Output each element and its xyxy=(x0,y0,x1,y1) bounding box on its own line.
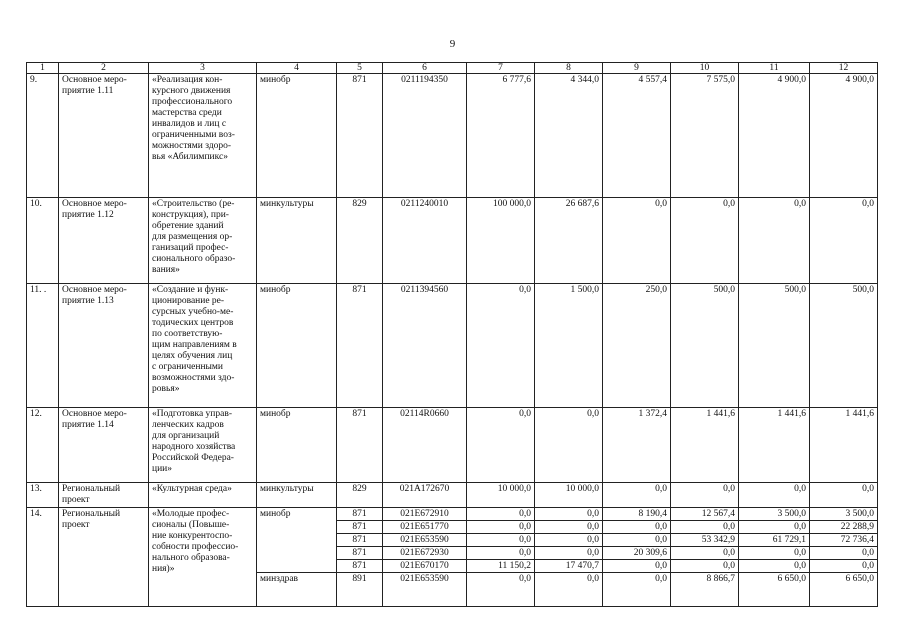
amount-cell: 6 650,0 xyxy=(810,573,878,607)
budget-code: 021A172670 xyxy=(383,483,467,508)
amount-cell: 7 575,0 xyxy=(671,74,739,198)
ministry-code: 829 xyxy=(337,198,383,284)
amount-cell: 1 441,6 xyxy=(739,408,810,483)
amount-cell: 0,0 xyxy=(739,198,810,284)
amount-cell: 100 000,0 xyxy=(467,198,535,284)
amount-cell: 0,0 xyxy=(739,483,810,508)
amount-cell: 0,0 xyxy=(467,508,535,521)
budget-code: 02114R0660 xyxy=(383,408,467,483)
executor: минобр xyxy=(257,408,337,483)
executor: минобр xyxy=(257,284,337,408)
amount-cell: 1 441,6 xyxy=(810,408,878,483)
amount-cell: 0,0 xyxy=(603,198,671,284)
column-number: 11 xyxy=(739,63,810,74)
table-row xyxy=(27,198,878,284)
page-number: 9 xyxy=(449,38,456,50)
amount-cell: 0,0 xyxy=(603,521,671,534)
amount-cell: 6 777,6 xyxy=(467,74,535,198)
row-number: 13. xyxy=(27,483,59,508)
row-number: 11. . xyxy=(27,284,59,408)
activity-name: «Молодые профес- сионалы (Повыше- ние конкурентоспо- собности профессио- нального образова- ния)» xyxy=(149,508,257,607)
executor: минобр xyxy=(257,508,337,573)
activity-type: Основное меро- приятие 1.14 xyxy=(59,408,149,483)
amount-cell: 0,0 xyxy=(535,547,603,560)
amount-cell: 6 650,0 xyxy=(739,573,810,607)
amount-cell: 0,0 xyxy=(603,483,671,508)
amount-cell: 8 866,7 xyxy=(671,573,739,607)
amount-cell: 0,0 xyxy=(671,521,739,534)
amount-cell: 0,0 xyxy=(671,560,739,573)
amount-cell: 0,0 xyxy=(467,408,535,483)
amount-cell: 0,0 xyxy=(467,521,535,534)
amount-cell: 0,0 xyxy=(467,534,535,547)
activity-name: «Строительство (ре- конструкция), при- обретение зданий для размещения ор- ганизаций профес- сионального образо- вания» xyxy=(149,198,257,284)
activity-type: Основное меро- приятие 1.13 xyxy=(59,284,149,408)
column-number: 1 xyxy=(27,63,59,74)
amount-cell: 11 150,2 xyxy=(467,560,535,573)
column-number: 12 xyxy=(810,63,878,74)
activity-type: Региональный проект xyxy=(59,483,149,508)
ministry-code: 829 xyxy=(337,483,383,508)
activity-type: Основное меро- приятие 1.11 xyxy=(59,74,149,198)
amount-cell: 0,0 xyxy=(535,408,603,483)
amount-cell: 72 736,4 xyxy=(810,534,878,547)
amount-cell: 0,0 xyxy=(810,560,878,573)
table-row xyxy=(27,508,878,521)
ministry-code: 871 xyxy=(337,521,383,534)
ministry-code: 871 xyxy=(337,508,383,521)
row-number: 14. xyxy=(27,508,59,607)
column-number: 7 xyxy=(467,63,535,74)
amount-cell: 0,0 xyxy=(535,534,603,547)
amount-cell: 500,0 xyxy=(671,284,739,408)
table-row xyxy=(27,483,878,508)
amount-cell: 500,0 xyxy=(739,284,810,408)
amount-cell: 0,0 xyxy=(739,547,810,560)
amount-cell: 0,0 xyxy=(671,483,739,508)
column-number: 9 xyxy=(603,63,671,74)
row-number: 12. xyxy=(27,408,59,483)
ministry-code: 871 xyxy=(337,560,383,573)
executor: минкультуры xyxy=(257,483,337,508)
column-number-row xyxy=(27,63,878,74)
activity-name: «Реализация кон- курсного движения профессионального мастерства среди инвалидов и лиц с ограниченными воз- можностями здоро- вья «Абилимпикс» xyxy=(149,74,257,198)
ministry-code: 871 xyxy=(337,74,383,198)
budget-code: 021E672910 xyxy=(383,508,467,521)
activity-type: Региональный проект xyxy=(59,508,149,607)
column-number: 10 xyxy=(671,63,739,74)
ministry-code: 871 xyxy=(337,534,383,547)
activity-name: «Культурная среда» xyxy=(149,483,257,508)
amount-cell: 0,0 xyxy=(671,547,739,560)
row-number: 10. xyxy=(27,198,59,284)
budget-code: 021E651770 xyxy=(383,521,467,534)
activity-type: Основное меро- приятие 1.12 xyxy=(59,198,149,284)
amount-cell: 0,0 xyxy=(603,573,671,607)
amount-cell: 0,0 xyxy=(535,508,603,521)
budget-code: 0211240010 xyxy=(383,198,467,284)
table-row xyxy=(27,408,878,483)
amount-cell: 3 500,0 xyxy=(739,508,810,521)
amount-cell: 17 470,7 xyxy=(535,560,603,573)
amount-cell: 22 288,9 xyxy=(810,521,878,534)
amount-cell: 0,0 xyxy=(739,560,810,573)
amount-cell: 1 372,4 xyxy=(603,408,671,483)
amount-cell: 0,0 xyxy=(810,483,878,508)
amount-cell: 8 190,4 xyxy=(603,508,671,521)
table-row xyxy=(27,284,878,408)
amount-cell: 0,0 xyxy=(467,547,535,560)
column-number: 5 xyxy=(337,63,383,74)
amount-cell: 0,0 xyxy=(671,198,739,284)
amount-cell: 1 500,0 xyxy=(535,284,603,408)
executor: минкультуры xyxy=(257,198,337,284)
amount-cell: 0,0 xyxy=(603,534,671,547)
column-number: 3 xyxy=(149,63,257,74)
budget-code: 0211394560 xyxy=(383,284,467,408)
ministry-code: 891 xyxy=(337,573,383,607)
column-number: 2 xyxy=(59,63,149,74)
amount-cell: 4 344,0 xyxy=(535,74,603,198)
amount-cell: 0,0 xyxy=(535,573,603,607)
activity-name: «Подготовка управ- ленческих кадров для организаций народного хозяйства Российской Федера- ции» xyxy=(149,408,257,483)
amount-cell: 0,0 xyxy=(603,560,671,573)
budget-code: 021E670170 xyxy=(383,560,467,573)
amount-cell: 20 309,6 xyxy=(603,547,671,560)
table-row xyxy=(27,74,878,198)
budget-code: 021E653590 xyxy=(383,534,467,547)
amount-cell: 0,0 xyxy=(467,284,535,408)
amount-cell: 53 342,9 xyxy=(671,534,739,547)
column-number: 6 xyxy=(383,63,467,74)
amount-cell: 0,0 xyxy=(810,198,878,284)
amount-cell: 4 557,4 xyxy=(603,74,671,198)
executor: минобр xyxy=(257,74,337,198)
amount-cell: 0,0 xyxy=(810,547,878,560)
amount-cell: 500,0 xyxy=(810,284,878,408)
ministry-code: 871 xyxy=(337,408,383,483)
activity-name: «Создание и функ- ционирование ре- сурсных учебно-ме- тодических центров по соответствую- щим направлениям в целях обучения лиц с ограниченными возможностями здо- ровья» xyxy=(149,284,257,408)
amount-cell: 61 729,1 xyxy=(739,534,810,547)
column-number: 8 xyxy=(535,63,603,74)
amount-cell: 1 441,6 xyxy=(671,408,739,483)
budget-code: 021E672930 xyxy=(383,547,467,560)
amount-cell: 4 900,0 xyxy=(810,74,878,198)
amount-cell: 0,0 xyxy=(535,521,603,534)
column-number: 4 xyxy=(257,63,337,74)
amount-cell: 0,0 xyxy=(739,521,810,534)
amount-cell: 250,0 xyxy=(603,284,671,408)
ministry-code: 871 xyxy=(337,547,383,560)
amount-cell: 12 567,4 xyxy=(671,508,739,521)
amount-cell: 3 500,0 xyxy=(810,508,878,521)
row-number: 9. xyxy=(27,74,59,198)
budget-table xyxy=(26,62,878,607)
amount-cell: 0,0 xyxy=(467,573,535,607)
amount-cell: 10 000,0 xyxy=(535,483,603,508)
budget-code: 0211194350 xyxy=(383,74,467,198)
budget-code: 021E653590 xyxy=(383,573,467,607)
amount-cell: 4 900,0 xyxy=(739,74,810,198)
amount-cell: 26 687,6 xyxy=(535,198,603,284)
amount-cell: 10 000,0 xyxy=(467,483,535,508)
executor: минздрав xyxy=(257,573,337,607)
ministry-code: 871 xyxy=(337,284,383,408)
